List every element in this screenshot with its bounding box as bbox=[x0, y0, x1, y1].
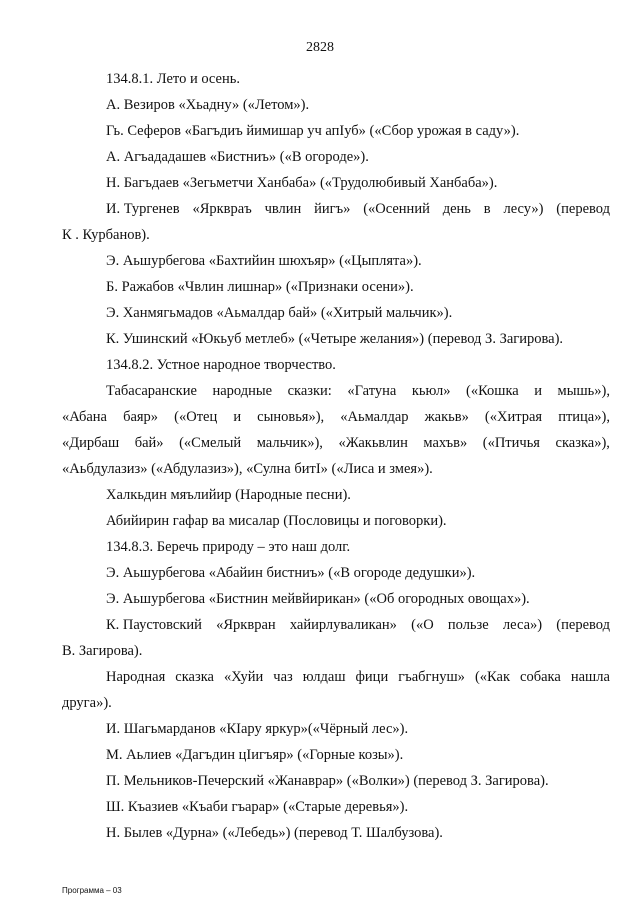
document-body bbox=[62, 66, 610, 846]
list-item: П. Мельников-Печерский «Жанаврар» («Волки») (перевод З. Загирова). bbox=[106, 773, 549, 789]
word: «Аьмалдар bbox=[340, 409, 409, 425]
list-item-continuation: К . Курбанов). bbox=[62, 227, 150, 243]
paragraph-line: «Аьбдулазиз» («Абдулазиз»), «Сулна битI» («Лиса и змея»). bbox=[62, 461, 433, 477]
word: («Хитрая bbox=[484, 409, 543, 425]
list-item: Э. Аьшурбегова «Бистнин мейвйирикан» («Об огородных овощах»). bbox=[106, 591, 530, 607]
word: хайирлуваликан» bbox=[289, 617, 397, 633]
list-item: Э. Аьшурбегова «Абайин бистниъ» («В огороде дедушки»). bbox=[106, 565, 476, 581]
word: И. Тургенев bbox=[106, 201, 180, 217]
word: Народная bbox=[106, 669, 166, 685]
list-item: Гь. Сеферов «Багъдиъ йимишар уч апIуб» («Сбор урожая в саду»). bbox=[106, 123, 520, 139]
word: (перевод bbox=[556, 617, 610, 633]
word: чаз bbox=[273, 669, 293, 685]
list-item: Н. Багъдаев «Зегьметчи Ханбаба» («Трудолюбивый Ханбаба»). bbox=[106, 175, 498, 191]
word: сыновья»), bbox=[257, 409, 325, 425]
list-item: Халкьдин мяълийир (Народные песни). bbox=[106, 487, 351, 503]
list-item bbox=[62, 196, 610, 222]
word: («Осенний bbox=[363, 201, 430, 217]
word: «Хуйи bbox=[224, 669, 264, 685]
list-item: Э. Аьшурбегова «Бахтийин шюхъяр» («Цыплята»). bbox=[106, 253, 422, 269]
list-item: Б. Ражабов «Чвлин лишнар» («Признаки осени»). bbox=[106, 279, 414, 295]
word: гъабгнуш» bbox=[398, 669, 465, 685]
list-item: Э. Ханмягьмадов «Аьмалдар бай» («Хитрый мальчик»). bbox=[106, 305, 453, 321]
word: лесу») bbox=[503, 201, 544, 217]
word: махъв» bbox=[423, 435, 468, 451]
word: мальчик»), bbox=[256, 435, 323, 451]
word: мышь»), bbox=[557, 383, 610, 399]
word: («Смелый bbox=[179, 435, 242, 451]
word: «Ярквран bbox=[216, 617, 276, 633]
word: сказка»), bbox=[555, 435, 610, 451]
word: (перевод bbox=[556, 201, 610, 217]
word: («Как bbox=[474, 669, 510, 685]
word: «Жакьвлин bbox=[338, 435, 408, 451]
word: собака bbox=[520, 669, 561, 685]
list-item-continuation: В. Загирова). bbox=[62, 643, 143, 659]
word: сказки: bbox=[287, 383, 332, 399]
word: («Кошка bbox=[466, 383, 519, 399]
word: жакьв» bbox=[424, 409, 469, 425]
word: кьюл» bbox=[411, 383, 451, 399]
word: нашла bbox=[570, 669, 610, 685]
word: в bbox=[483, 201, 491, 217]
word: день bbox=[442, 201, 471, 217]
word: («Отец bbox=[174, 409, 218, 425]
word: и bbox=[233, 409, 242, 425]
word: юлдаш bbox=[302, 669, 346, 685]
list-item: А. Везиров «Хьадну» («Летом»). bbox=[106, 97, 310, 113]
word: народные bbox=[212, 383, 273, 399]
word: баяр» bbox=[123, 409, 159, 425]
word: йигъ» bbox=[314, 201, 351, 217]
footer-label: Программа – 03 bbox=[62, 886, 122, 895]
paragraph-line bbox=[62, 378, 610, 404]
word: фици bbox=[355, 669, 389, 685]
word: К. Паустовский bbox=[106, 617, 202, 633]
word: леса») bbox=[502, 617, 543, 633]
word: («О bbox=[411, 617, 434, 633]
word: Табасаранские bbox=[106, 383, 197, 399]
list-item: К. Ушинский «Юкьуб метлеб» («Четыре желания») (перевод З. Загирова). bbox=[106, 331, 564, 347]
paragraph-line bbox=[62, 430, 610, 456]
word: пользе bbox=[447, 617, 489, 633]
word: сказка bbox=[175, 669, 214, 685]
list-item-continuation: друга»). bbox=[62, 695, 112, 711]
section-heading: 134.8.3. Беречь природу – это наш долг. bbox=[106, 539, 351, 555]
list-item bbox=[62, 612, 610, 638]
word: и bbox=[534, 383, 543, 399]
word: птица»), bbox=[558, 409, 610, 425]
word: «Дирбаш bbox=[62, 435, 120, 451]
list-item: И. Шагьмарданов «КIару яркур»(«Чёрный лес»). bbox=[106, 721, 409, 737]
word: («Птичья bbox=[482, 435, 540, 451]
list-item bbox=[62, 664, 610, 690]
word: бай» bbox=[134, 435, 164, 451]
word: «Абана bbox=[62, 409, 107, 425]
list-item: Ш. Къазиев «Къаби гъарар» («Старые деревья»). bbox=[106, 799, 409, 815]
list-item: М. Аьлиев «Дагъдин цIигъяр» («Горные козы»). bbox=[106, 747, 404, 763]
section-heading: 134.8.2. Устное народное творчество. bbox=[106, 357, 336, 373]
paragraph-line bbox=[62, 404, 610, 430]
word: чвлин bbox=[264, 201, 302, 217]
list-item: А. Агъададашев «Бистниъ» («В огороде»). bbox=[106, 149, 369, 165]
section-heading: 134.8.1. Лето и осень. bbox=[106, 71, 240, 87]
page-number: 2828 bbox=[306, 40, 334, 55]
list-item: Н. Былев «Дурна» («Лебедь») (перевод Т. Шалбузова). bbox=[106, 825, 443, 841]
word: «Гатуна bbox=[347, 383, 397, 399]
word: «Ярквраъ bbox=[192, 201, 252, 217]
list-item: Абийирин гафар ва мисалар (Пословицы и поговорки). bbox=[106, 513, 447, 529]
